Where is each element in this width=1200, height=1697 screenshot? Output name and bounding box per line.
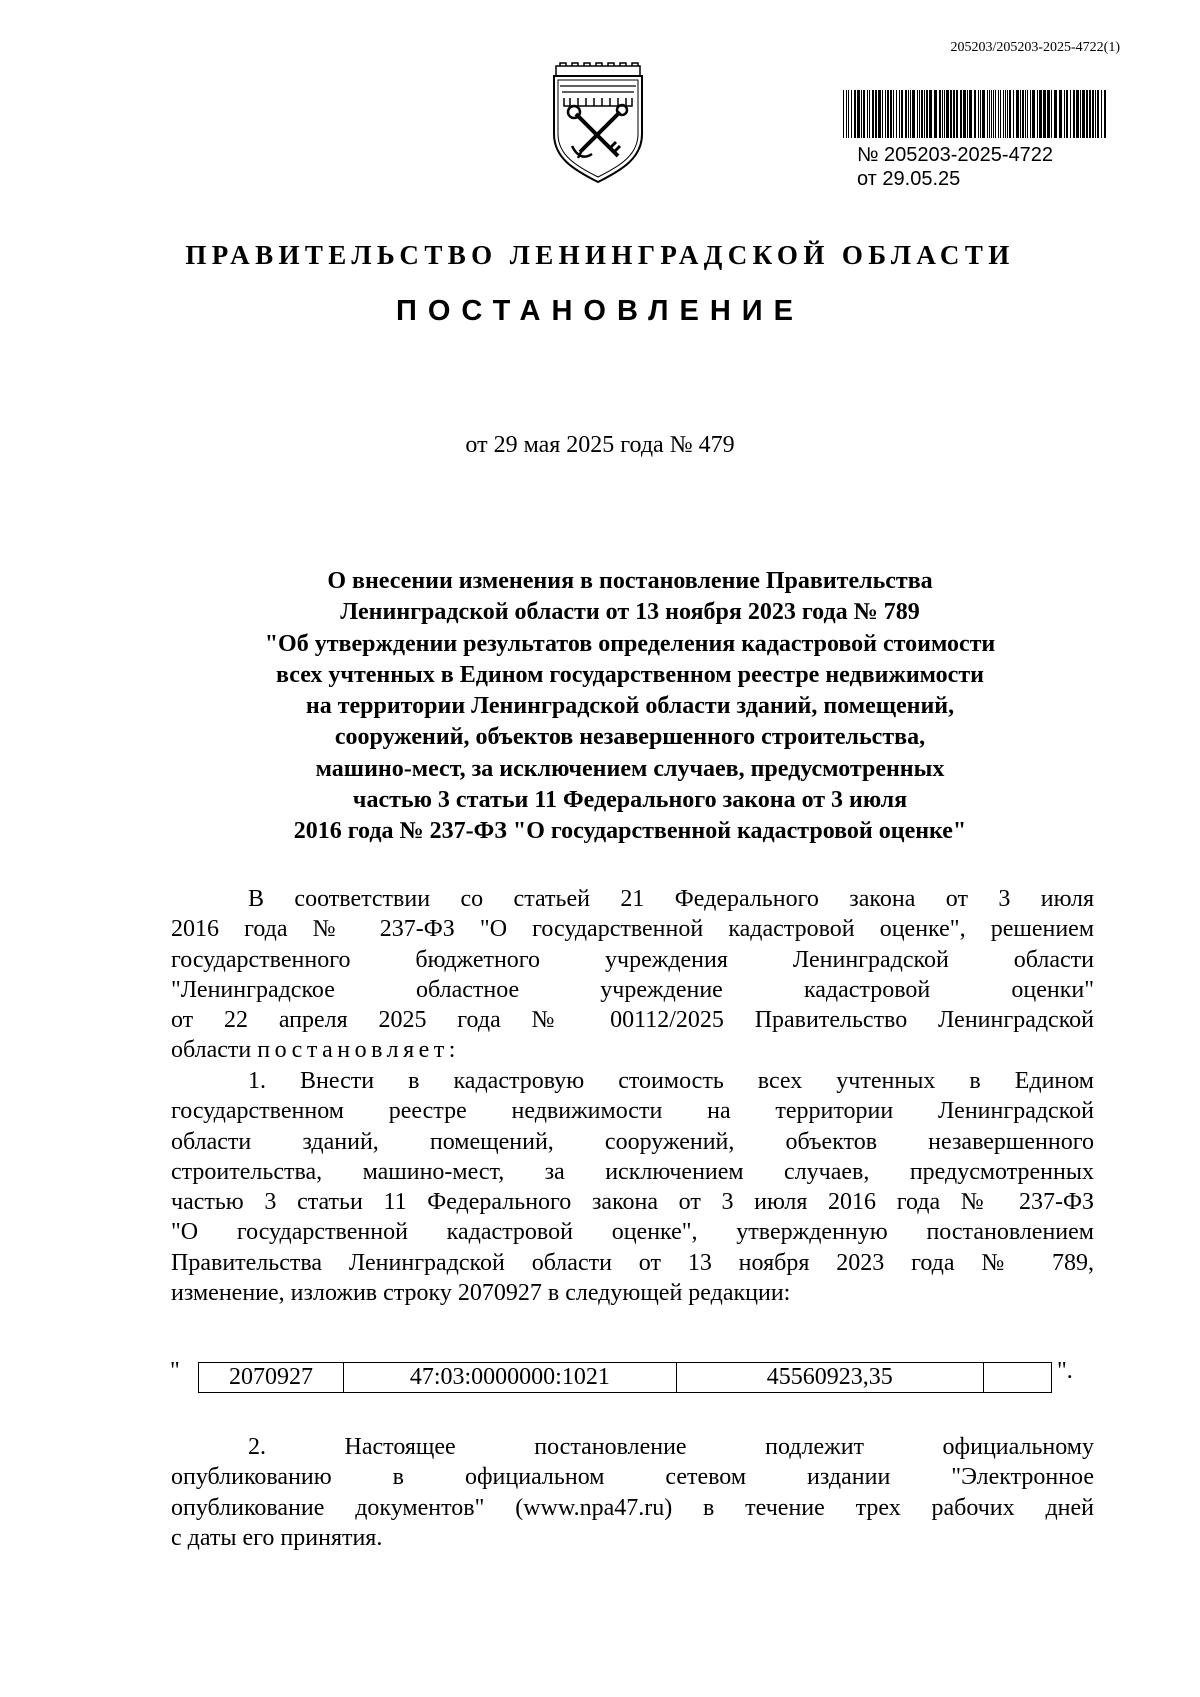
barcode-bar (1054, 90, 1057, 138)
barcode-bar (893, 90, 894, 138)
barcode-bar (1030, 90, 1031, 138)
government-title: ПРАВИТЕЛЬСТВО ЛЕНИНГРАДСКОЙ ОБЛАСТИ (185, 240, 1015, 270)
barcode-bar (1092, 90, 1094, 138)
barcode-bar (926, 90, 928, 138)
item-1-line: 1. Внести в кадастровую стоимость всех учтенных в Едином (248, 1068, 1094, 1094)
barcode-bar (890, 90, 892, 138)
document-type-heading: ПОСТАНОВЛЕНИЕ (396, 295, 804, 327)
barcode-bar (910, 90, 911, 138)
barcode-bar (1009, 90, 1011, 138)
barcode-bar (875, 90, 877, 138)
document-date-number: от 29 мая 2025 года № 479 (465, 432, 735, 458)
barcode-bar (987, 90, 988, 138)
barcode-bar (1070, 90, 1071, 138)
barcode-bar (953, 90, 955, 138)
row-number-cell: 2070927 (199, 1363, 344, 1393)
barcode-bar (1005, 90, 1006, 138)
barcode-bar (1076, 90, 1079, 138)
barcode-bar (912, 90, 915, 138)
preamble-line: В соответствии со статьей 21 Федерального закона от 3 июля (248, 886, 1094, 912)
item-2-line: 2. Настоящее постановление подлежит официальному (248, 1434, 1094, 1460)
item-2-paragraph (171, 1432, 1094, 1553)
barcode-bar (980, 90, 981, 138)
barcode-bar (1051, 90, 1052, 138)
barcode-bar (1064, 90, 1065, 138)
barcode-bar (1073, 90, 1075, 138)
barcode-bar (1039, 90, 1042, 138)
barcode-bar (1086, 90, 1088, 138)
barcode-bar (960, 90, 962, 138)
barcode-bar (989, 90, 990, 138)
barcode-bar (1104, 90, 1106, 138)
document-subject (180, 566, 1080, 848)
barcode-bar (998, 90, 999, 138)
subject-line: О внесении изменения в постановление Правительства (327, 568, 933, 594)
item-2-line: опубликование документов" (www.npa47.ru) в течение трех рабочих дней (171, 1494, 1094, 1521)
barcode-bar (1101, 90, 1102, 138)
barcode-bar (1025, 90, 1026, 138)
preamble-line: государственного бюджетного учреждения Ленинградской области (171, 946, 1094, 973)
barcode-bar (1037, 90, 1038, 138)
barcode-bar (995, 90, 996, 138)
barcode-bar (905, 90, 907, 138)
preamble-line: "Ленинградское областное учреждение кадастровой оценки" (171, 976, 1094, 1003)
item-1-line: частью 3 статьи 11 Федерального закона от 3 июля 2016 года № 237-ФЗ (171, 1189, 1094, 1216)
barcode-bar (950, 90, 952, 138)
barcode-bar (1089, 90, 1091, 138)
item-1-line: области зданий, помещений, сооружений, объектов незавершенного (171, 1128, 1094, 1155)
barcode-bar (1082, 90, 1085, 138)
barcode-bar (946, 90, 949, 138)
barcode-bar (967, 90, 968, 138)
barcode-bar (843, 90, 844, 138)
barcode-bar (974, 90, 976, 138)
barcode-bar (1016, 90, 1019, 138)
barcode-bar (963, 90, 966, 138)
empty-cell (983, 1363, 1051, 1393)
item-2-line: опубликованию в официальном сетевом издании "Электронное (171, 1464, 1094, 1491)
item-2-line: с даты его принятия. (171, 1524, 383, 1551)
cadastral-table (198, 1362, 1052, 1393)
barcode-bar (901, 90, 903, 138)
barcode-bar (854, 90, 856, 138)
item-1-line: государственном реестре недвижимости на территории Ленинградской (171, 1098, 1094, 1125)
coat-of-arms-icon (548, 62, 648, 184)
subject-line: машино-мест, за исключением случаев, предусмотренных (315, 755, 945, 782)
barcode-bar (882, 90, 883, 138)
barcode-bar (991, 90, 992, 138)
table-row (199, 1363, 1052, 1393)
barcode-bar (1095, 90, 1096, 138)
barcode-bar (921, 90, 923, 138)
cadastral-number-cell: 47:03:0000000:1021 (344, 1363, 677, 1393)
resolves-word: постановляет: (257, 1037, 460, 1064)
barcode-bar (978, 90, 979, 138)
barcode-bar (908, 90, 909, 138)
item-1-line: изменение, изложив строку 2070927 в следующей редакции: (171, 1280, 791, 1307)
barcode-bar (919, 90, 920, 138)
barcode-bar (1022, 90, 1024, 138)
barcode-bar (885, 90, 886, 138)
item-1-line: Правительства Ленинградской области от 13 ноября 2023 года № 789, (171, 1249, 1094, 1276)
subject-line: на территории Ленинградской области зданий, помещений, (305, 693, 955, 720)
barcode-bar (1080, 90, 1081, 138)
barcode-bar (917, 90, 918, 138)
barcode-bar (851, 90, 852, 138)
subject-line: частью 3 статьи 11 Федерального закона от 3 июля (352, 787, 908, 814)
barcode-bar (857, 90, 860, 138)
subject-line: сооружений, объектов незавершенного строительства, (334, 724, 926, 751)
barcode-bar (924, 90, 925, 138)
subject-line: всех учтенных в Едином государственном реестре недвижимости (276, 661, 984, 688)
barcode-bar (887, 90, 889, 138)
barcode-bar (1003, 90, 1004, 138)
barcode-bar (1047, 90, 1050, 138)
barcode-bar (1043, 90, 1046, 138)
item-1-line: "О государственной кадастровой оценке", утвержденную постановлением (171, 1219, 1094, 1246)
quote-open: " (170, 1358, 180, 1384)
barcode-bar (939, 90, 941, 138)
document-reference: 205203/205203-2025-4722(1) (950, 40, 1120, 55)
barcode-bar (899, 90, 900, 138)
barcode-bar (1059, 90, 1062, 138)
barcode-bar (863, 90, 865, 138)
barcode-bar (896, 90, 897, 138)
barcode-bar (869, 90, 870, 138)
barcode-bar (1066, 90, 1068, 138)
barcode-bar (1027, 90, 1028, 138)
quote-close: ". (1057, 1358, 1073, 1384)
cadastral-value-cell: 45560923,35 (676, 1363, 983, 1393)
registration-number: № 205203-2025-4722 (857, 144, 1054, 166)
barcode-bar (878, 90, 881, 138)
barcode-bar (969, 90, 972, 138)
subject-line: 2016 года № 237-ФЗ "О государственной кадастровой оценке" (293, 818, 967, 845)
item-1-paragraph (171, 1066, 1094, 1308)
barcode-bar (848, 90, 849, 138)
barcode-bar (934, 90, 937, 138)
preamble-line: 2016 года № 237-ФЗ "О государственной кадастровой оценке", решением (171, 916, 1094, 943)
barcode-bar (872, 90, 874, 138)
barcode-bar (993, 90, 994, 138)
barcode-bar (956, 90, 958, 138)
preamble-line: области (171, 1037, 252, 1064)
barcode-bar (861, 90, 862, 138)
barcode-bar (942, 90, 943, 138)
preamble-line: от 22 апреля 2025 года № 00112/2025 Правительство Ленинградской (171, 1007, 1094, 1034)
subject-line: "Об утверждении результатов определения кадастровой стоимости (264, 630, 996, 657)
barcode-bar (1007, 90, 1008, 138)
barcode-bar (1020, 90, 1021, 138)
subject-line: Ленинградской области от 13 ноября 2023 года № 789 (340, 599, 920, 626)
barcode-bar (1013, 90, 1014, 138)
item-1-line: строительства, машино-мест, за исключением случаев, предусмотренных (171, 1158, 1094, 1185)
preamble-line-last (171, 1035, 1094, 1065)
barcode-bar (1032, 90, 1035, 138)
barcode-bar (867, 90, 868, 138)
barcode-bar (1097, 90, 1099, 138)
barcode-bar (929, 90, 932, 138)
barcode-bar (846, 90, 847, 138)
barcode-bar (1000, 90, 1001, 138)
barcode-bar (944, 90, 945, 138)
barcode-icon (843, 90, 1106, 138)
preamble-paragraph (171, 884, 1094, 1066)
registration-date: от 29.05.25 (857, 168, 961, 190)
barcode-bar (982, 90, 985, 138)
